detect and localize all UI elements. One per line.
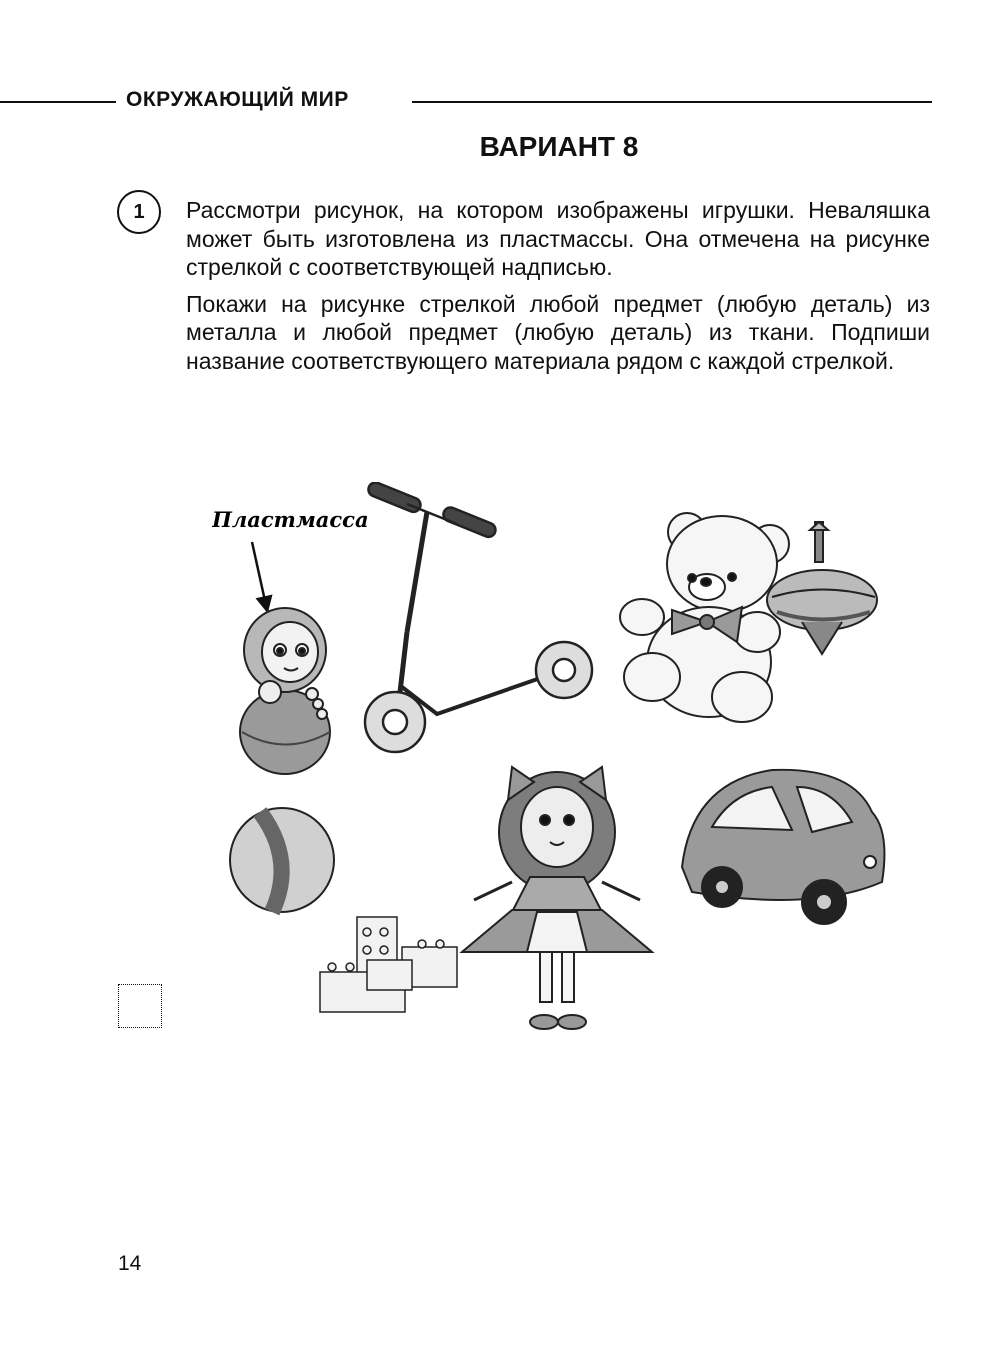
toy-car-toy[interactable] (682, 770, 884, 924)
toys-figure[interactable] (212, 482, 902, 1032)
task-number-badge: 1 (117, 190, 161, 234)
answer-box[interactable] (118, 984, 162, 1028)
header-rule-left (0, 101, 116, 103)
scooter-toy[interactable] (365, 482, 592, 752)
header-rule-right (412, 101, 932, 103)
page-number: 14 (118, 1252, 142, 1275)
teddy-bear-toy[interactable] (620, 513, 789, 722)
variant-title: ВАРИАНТ 8 (479, 131, 639, 162)
label-arrow (252, 542, 267, 610)
subject-title: ОКРУЖАЮЩИЙ МИР (126, 88, 349, 111)
task-paragraph-1: Рассмотри рисунок, на котором изображены игрушки. Неваляшка может быть изготовлена из пластмассы. Она отмечена на рисунке стрелкой с соответствующей надписью. (186, 197, 930, 280)
task-paragraph-2: Покажи на рисунке стрелкой любой предмет (любую деталь) из металла и любой предмет (любую деталь) из ткани. Подпиши название соответствующего материала рядом с каждой стрелкой. (186, 290, 930, 374)
roly-poly-toy[interactable] (240, 608, 330, 774)
subject-header (0, 86, 932, 116)
plastic-label: Пластмасса (212, 507, 369, 532)
toys-illustration[interactable] (212, 482, 902, 1032)
ball-toy[interactable] (230, 808, 334, 912)
doll-toy[interactable] (462, 767, 652, 1029)
building-blocks-toy[interactable] (320, 917, 457, 1012)
task-text (186, 196, 930, 383)
